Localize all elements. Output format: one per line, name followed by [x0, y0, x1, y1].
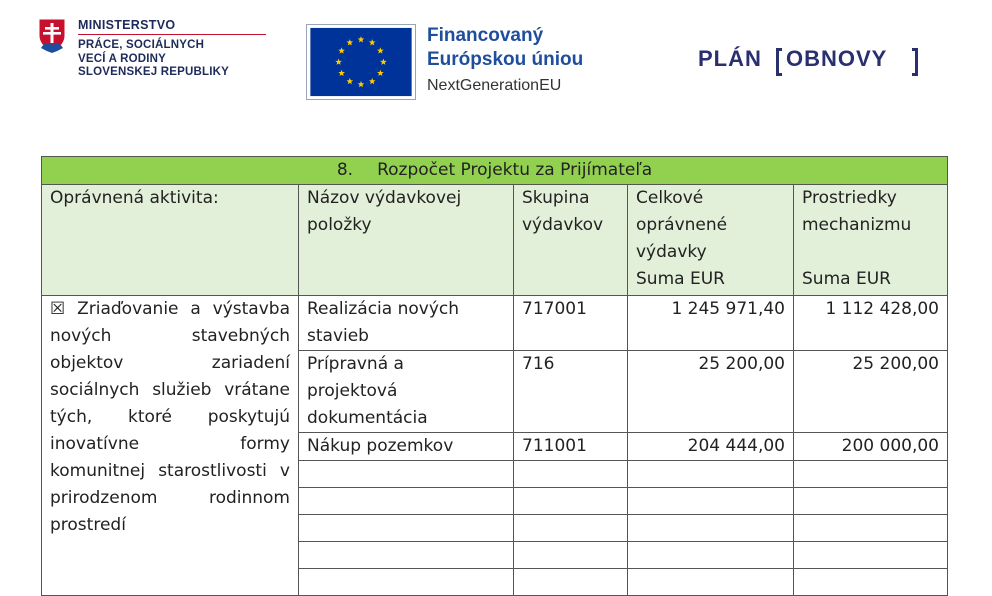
- empty-cell[interactable]: [514, 461, 628, 488]
- activity-line: [50, 512, 290, 539]
- activity-word: objektov: [50, 353, 124, 373]
- total-eligible-cell: 25 200,00: [628, 351, 794, 433]
- expense-group-cell: 717001: [514, 296, 628, 351]
- section-number: 8.: [336, 160, 354, 180]
- total-eligible-cell: 1 245 971,40: [628, 296, 794, 351]
- ministry-divider: [78, 34, 266, 35]
- ministry-subtitle: [78, 39, 229, 80]
- empty-cell[interactable]: [794, 515, 948, 542]
- eu-line-union: Európskou úniou: [427, 49, 584, 70]
- empty-cell[interactable]: [299, 461, 514, 488]
- table-row: [42, 296, 948, 351]
- activity-word: Zriaďovanie: [77, 299, 179, 319]
- ministry-title: MINISTERSTVO: [78, 18, 176, 32]
- eu-flag-icon: [306, 24, 416, 100]
- header-activity: Oprávnená aktivita:: [42, 185, 299, 296]
- activity-word: a: [190, 299, 201, 319]
- mechanism-funds-cell: 25 200,00: [794, 351, 948, 433]
- item-name-cell: Prípravná a projektová dokumentácia: [299, 351, 514, 433]
- activity-line: [50, 323, 290, 350]
- activity-word: nových: [50, 326, 112, 346]
- activity-word: poskytujú: [207, 407, 290, 427]
- activity-word: v: [279, 461, 290, 481]
- empty-cell[interactable]: [794, 542, 948, 569]
- eu-funding-logo: [306, 24, 626, 104]
- activity-word: ktoré: [127, 407, 172, 427]
- activity-line: [50, 431, 290, 458]
- activity-line: [50, 296, 290, 323]
- activity-word: stavebných: [191, 326, 290, 346]
- expense-group-cell: 711001: [514, 433, 628, 461]
- left-bracket-icon: [776, 48, 782, 76]
- table-header-row: [42, 185, 948, 296]
- activity-line: [50, 404, 290, 431]
- header-expense-group: Skupina výdavkov: [514, 185, 628, 296]
- empty-cell[interactable]: [628, 569, 794, 596]
- activity-line: [50, 485, 290, 512]
- header-total-eligible: Celkové oprávnené výdavky Suma EUR: [628, 185, 794, 296]
- mechanism-funds-cell: 200 000,00: [794, 433, 948, 461]
- budget-table: [41, 156, 948, 596]
- item-name-cell: Nákup pozemkov: [299, 433, 514, 461]
- activity-word: formy: [240, 434, 290, 454]
- activity-word: komunitnej: [50, 461, 146, 481]
- item-name-cell: Realizácia nových stavieb: [299, 296, 514, 351]
- empty-cell[interactable]: [628, 488, 794, 515]
- activity-cell: [42, 296, 299, 596]
- activity-word: starostlivosti: [158, 461, 267, 481]
- plan-word: PLÁN: [698, 46, 762, 71]
- ministry-line: SLOVENSKEJ REPUBLIKY: [78, 66, 229, 78]
- mechanism-funds-cell: 1 112 428,00: [794, 296, 948, 351]
- empty-cell[interactable]: [628, 461, 794, 488]
- header-item-name: Názov výdavkovej položky: [299, 185, 514, 296]
- eu-funding-text: [427, 24, 583, 100]
- activity-word: vrátane: [224, 380, 290, 400]
- ministry-line: VECÍ A RODINY: [78, 52, 167, 65]
- activity-word: rodinnom: [208, 488, 290, 508]
- empty-cell[interactable]: [794, 461, 948, 488]
- empty-cell[interactable]: [514, 488, 628, 515]
- table-title: [42, 157, 948, 185]
- activity-word: inovatívne: [50, 434, 140, 454]
- eu-line-nextgen: NextGenerationEU: [427, 77, 562, 94]
- expense-group-cell: 716: [514, 351, 628, 433]
- empty-cell[interactable]: [628, 542, 794, 569]
- empty-cell[interactable]: [628, 515, 794, 542]
- activity-word: prirodzenom: [50, 488, 158, 508]
- activity-line: [50, 458, 290, 485]
- empty-cell[interactable]: [299, 542, 514, 569]
- eu-line-financed: Financovaný: [427, 25, 544, 46]
- activity-line: [50, 377, 290, 404]
- activity-line: [50, 350, 290, 377]
- header-mechanism-funds: Prostriedky mechanizmu Suma EUR: [794, 185, 948, 296]
- empty-cell[interactable]: [514, 569, 628, 596]
- activity-word: sociálnych: [50, 380, 140, 400]
- empty-cell[interactable]: [299, 569, 514, 596]
- activity-word: zariadení: [211, 353, 290, 373]
- ministry-line: PRÁCE, SOCIÁLNYCH: [78, 39, 205, 51]
- slovak-coat-of-arms-icon: [38, 18, 66, 54]
- right-bracket-icon: [912, 48, 918, 76]
- ministry-logo: [38, 18, 278, 88]
- activity-word: prostredí: [50, 515, 126, 535]
- section-title: Rozpočet Projektu za Prijímateľa: [377, 160, 653, 180]
- empty-cell[interactable]: [299, 488, 514, 515]
- activity-checkbox[interactable]: ☒: [50, 299, 66, 319]
- empty-cell[interactable]: [514, 542, 628, 569]
- activity-word: služieb: [152, 380, 212, 400]
- empty-cell[interactable]: [514, 515, 628, 542]
- empty-cell[interactable]: [794, 569, 948, 596]
- empty-cell[interactable]: [794, 488, 948, 515]
- activity-word: výstavba: [212, 299, 290, 319]
- table-title-row: [42, 157, 948, 185]
- empty-cell[interactable]: [299, 515, 514, 542]
- obnovy-word: OBNOVY: [786, 46, 888, 71]
- activity-word: tých,: [50, 407, 93, 427]
- total-eligible-cell: 204 444,00: [628, 433, 794, 461]
